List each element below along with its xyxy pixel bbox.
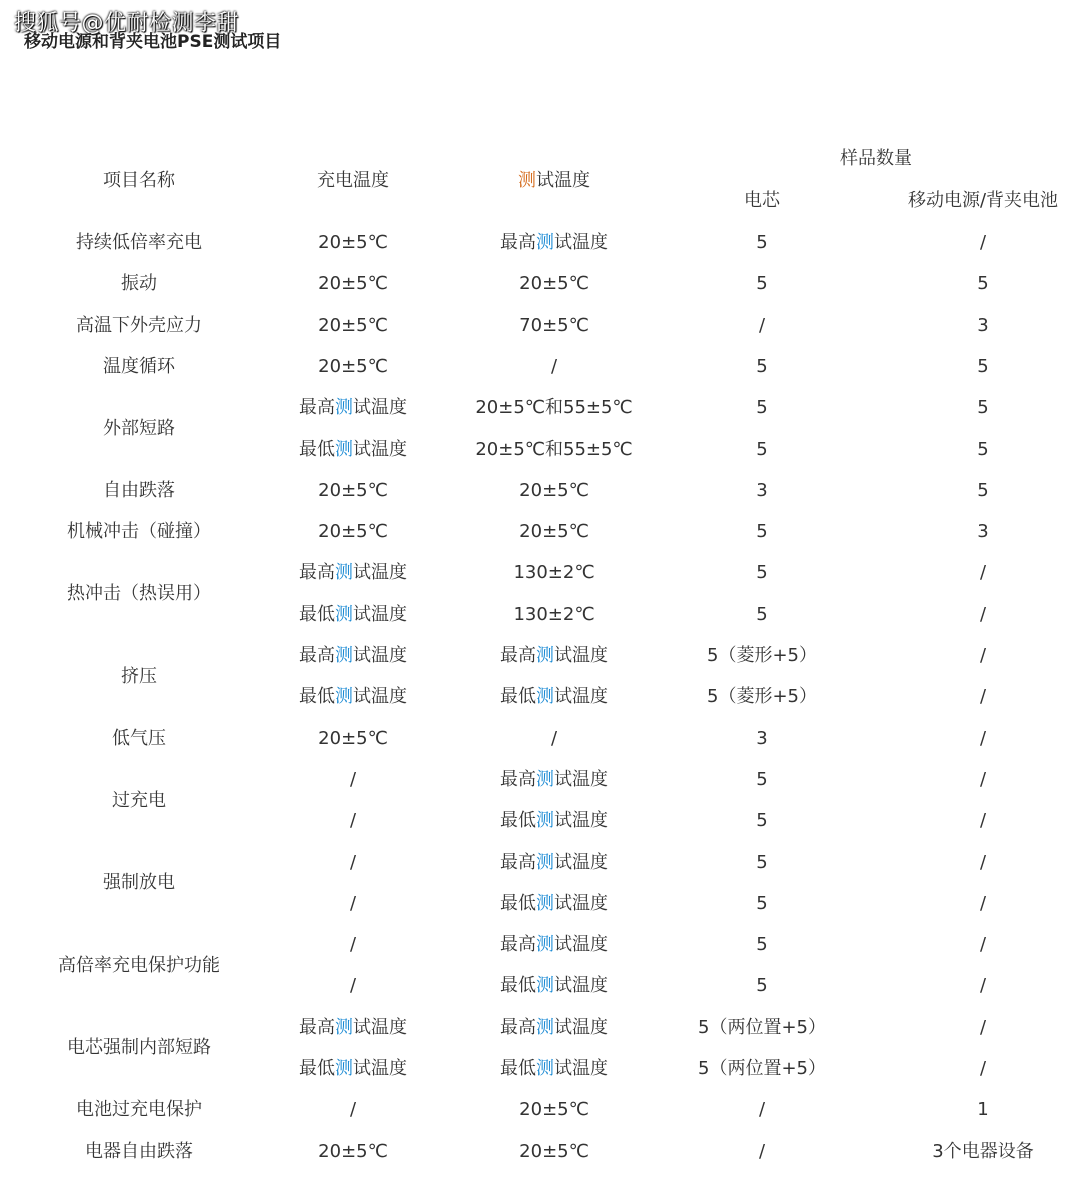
- item-name: 强制放电: [103, 872, 175, 894]
- cell-pack-qty: 1: [977, 1099, 989, 1121]
- cell-charge-temp: 最高测试温度: [299, 562, 407, 584]
- item-name: 电器自由跌落: [85, 1140, 193, 1162]
- item-name: 持续低倍率充电: [76, 232, 202, 253]
- cell-charge-temp: /: [349, 1099, 357, 1121]
- item-name: 热冲击（热误用）: [67, 583, 211, 605]
- cell-cell-qty: 5: [756, 232, 768, 253]
- cell-cell-qty: 5: [756, 892, 768, 914]
- cell-pack-qty: /: [979, 1016, 987, 1038]
- cell-cell-qty: 5: [756, 975, 768, 997]
- header-item-name: 项目名称: [103, 170, 175, 191]
- cell-test-temp: 最高测试温度: [500, 232, 608, 253]
- cell-charge-temp: 20±5℃: [318, 1140, 388, 1162]
- cell-cell-qty: /: [758, 314, 766, 336]
- item-name: 电池过充电保护: [76, 1099, 202, 1121]
- cell-test-temp: 最低测试温度: [500, 686, 608, 708]
- header-test-temp: [518, 172, 590, 190]
- cell-test-temp: 20±5℃: [519, 1140, 589, 1162]
- cell-pack-qty: /: [979, 851, 987, 873]
- cell-pack-qty: 5: [977, 397, 989, 419]
- cell-pack-qty: /: [979, 975, 987, 997]
- cell-cell-qty: 5: [756, 851, 768, 873]
- cell-cell-qty: 5: [756, 603, 768, 625]
- cell-pack-qty: /: [979, 727, 987, 749]
- cell-test-temp: 20±5℃: [519, 273, 589, 295]
- cell-pack-qty: /: [979, 686, 987, 708]
- cell-cell-qty: /: [758, 1140, 766, 1162]
- cell-test-temp: 20±5℃和55±5℃: [475, 397, 633, 419]
- cell-pack-qty: /: [979, 603, 987, 625]
- cell-charge-temp: /: [349, 934, 357, 956]
- cell-cell-qty: 5: [756, 521, 768, 543]
- cell-cell-qty: 5: [756, 810, 768, 832]
- cell-charge-temp: 20±5℃: [318, 727, 388, 749]
- item-name: 高温下外壳应力: [76, 314, 202, 336]
- cell-charge-temp: /: [349, 810, 357, 832]
- cell-charge-temp: 20±5℃: [318, 355, 388, 377]
- cell-pack-qty: /: [979, 645, 987, 666]
- cell-test-temp: 20±5℃: [519, 521, 589, 543]
- cell-pack-qty: /: [979, 1058, 987, 1079]
- cell-pack-qty: 3: [977, 314, 989, 336]
- page-title: 移动电源和背夹电池PSE测试项目: [24, 32, 282, 52]
- cell-pack-qty: 3个电器设备: [932, 1140, 1034, 1162]
- cell-pack-qty: /: [979, 810, 987, 832]
- cell-test-temp: 130±2℃: [513, 562, 595, 584]
- cell-test-temp: 最低测试温度: [500, 810, 608, 832]
- cell-test-temp: /: [550, 727, 558, 749]
- cell-cell-qty: 5: [756, 273, 768, 295]
- header-cell: 电芯: [744, 190, 780, 211]
- cell-charge-temp: /: [349, 892, 357, 914]
- header-test-temp-suffix: 试温度: [536, 170, 590, 191]
- cell-test-temp: /: [550, 355, 558, 377]
- cell-pack-qty: /: [979, 934, 987, 956]
- cell-pack-qty: /: [979, 768, 987, 790]
- cell-cell-qty: 3: [756, 727, 768, 749]
- cell-cell-qty: /: [758, 1099, 766, 1121]
- cell-charge-temp: 最高测试温度: [299, 397, 407, 419]
- item-name: 振动: [121, 273, 157, 295]
- cell-charge-temp: 20±5℃: [318, 273, 388, 295]
- cell-cell-qty: 5: [756, 934, 768, 956]
- cell-cell-qty: 3: [756, 479, 768, 501]
- cell-charge-temp: 最低测试温度: [299, 686, 407, 708]
- watermark: 搜狐号@优耐检测李甜: [14, 11, 240, 36]
- cell-test-temp: 20±5℃和55±5℃: [475, 438, 633, 460]
- item-name: 机械冲击（碰撞）: [67, 521, 211, 543]
- cell-pack-qty: /: [979, 232, 987, 253]
- cell-charge-temp: /: [349, 975, 357, 997]
- cell-test-temp: 最高测试温度: [500, 851, 608, 873]
- cell-cell-qty: 5（两位置+5）: [698, 1058, 826, 1079]
- cell-pack-qty: 5: [977, 479, 989, 501]
- cell-test-temp: 20±5℃: [519, 479, 589, 501]
- cell-charge-temp: 最高测试温度: [299, 645, 407, 666]
- cell-pack-qty: 5: [977, 273, 989, 295]
- cell-pack-qty: /: [979, 562, 987, 584]
- item-name: 低气压: [112, 727, 166, 749]
- header-charge-temp: 充电温度: [317, 170, 389, 191]
- cell-pack-qty: /: [979, 892, 987, 914]
- item-name: 挤压: [121, 665, 157, 687]
- cell-charge-temp: 最低测试温度: [299, 603, 407, 625]
- cell-test-temp: 最高测试温度: [500, 768, 608, 790]
- cell-cell-qty: 5: [756, 355, 768, 377]
- item-name: 过充电: [112, 789, 166, 811]
- cell-charge-temp: 最低测试温度: [299, 1058, 407, 1079]
- cell-test-temp: 最高测试温度: [500, 1016, 608, 1038]
- cell-cell-qty: 5: [756, 397, 768, 419]
- cell-cell-qty: 5（菱形+5）: [707, 686, 817, 708]
- cell-pack-qty: 3: [977, 521, 989, 543]
- cell-cell-qty: 5: [756, 768, 768, 790]
- cell-charge-temp: /: [349, 851, 357, 873]
- cell-test-temp: 最低测试温度: [500, 1058, 608, 1079]
- cell-cell-qty: 5（菱形+5）: [707, 645, 817, 666]
- item-name: 外部短路: [103, 417, 175, 439]
- cell-cell-qty: 5（两位置+5）: [698, 1016, 826, 1038]
- header-test-temp-prefix: 测: [518, 170, 536, 191]
- cell-test-temp: 最低测试温度: [500, 892, 608, 914]
- item-name: 高倍率充电保护功能: [58, 954, 220, 976]
- cell-test-temp: 20±5℃: [519, 1099, 589, 1121]
- cell-charge-temp: 最低测试温度: [299, 438, 407, 460]
- cell-charge-temp: 20±5℃: [318, 314, 388, 336]
- cell-charge-temp: 20±5℃: [318, 521, 388, 543]
- cell-test-temp: 最低测试温度: [500, 975, 608, 997]
- item-name: 电芯强制内部短路: [67, 1037, 211, 1059]
- cell-pack-qty: 5: [977, 438, 989, 460]
- cell-pack-qty: 5: [977, 355, 989, 377]
- cell-test-temp: 70±5℃: [519, 314, 589, 336]
- cell-test-temp: 130±2℃: [513, 603, 595, 625]
- cell-test-temp: 最高测试温度: [500, 934, 608, 956]
- item-name: 温度循环: [103, 355, 175, 377]
- cell-charge-temp: 20±5℃: [318, 479, 388, 501]
- header-pack: 移动电源/背夹电池: [907, 190, 1059, 211]
- item-name: 自由跌落: [103, 479, 175, 501]
- cell-charge-temp: 20±5℃: [318, 232, 388, 253]
- cell-charge-temp: /: [349, 768, 357, 790]
- header-sample-qty: 样品数量: [840, 148, 912, 169]
- cell-cell-qty: 5: [756, 438, 768, 460]
- cell-charge-temp: 最高测试温度: [299, 1016, 407, 1038]
- cell-test-temp: 最高测试温度: [500, 645, 608, 666]
- cell-cell-qty: 5: [756, 562, 768, 584]
